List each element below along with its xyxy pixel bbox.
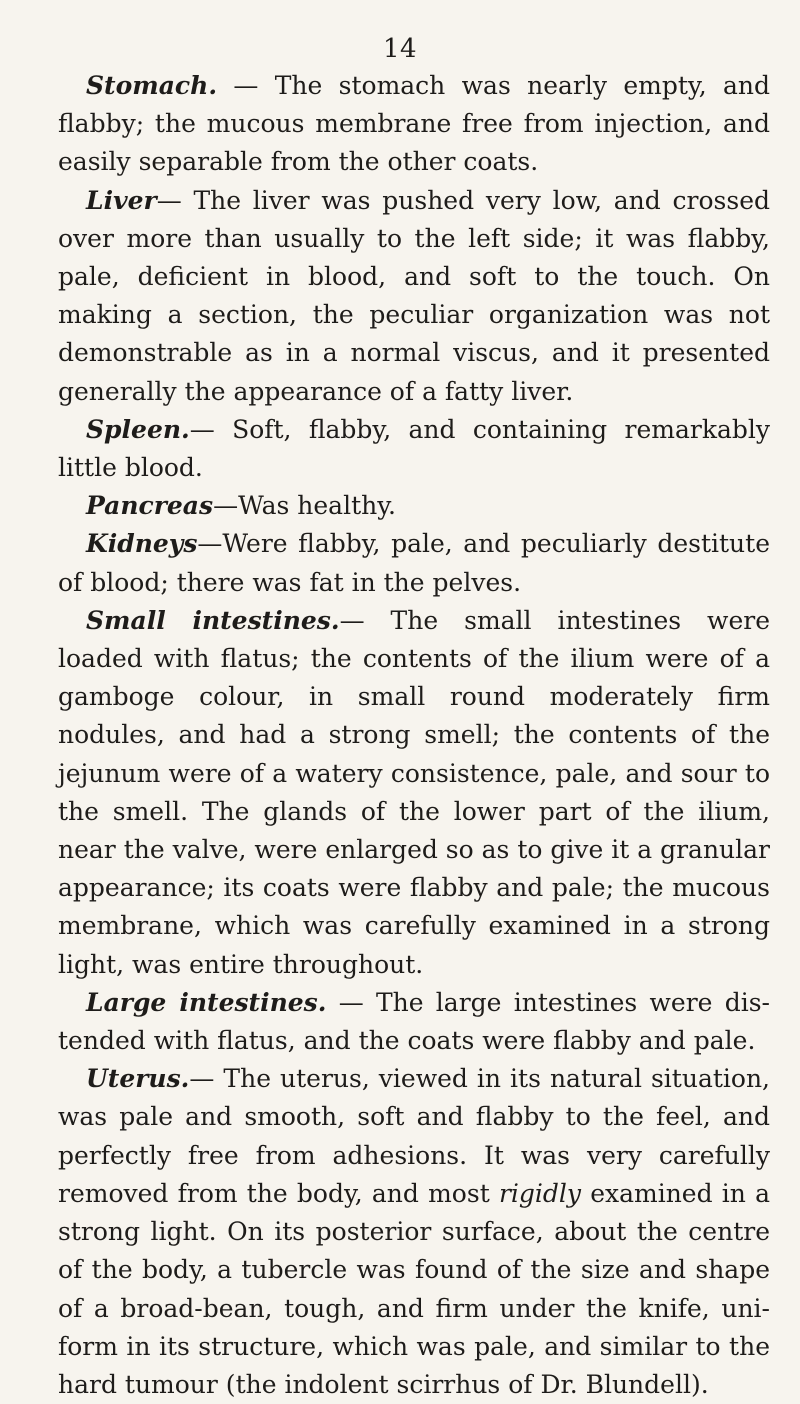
heading-spleen: Spleen. [86, 414, 190, 444]
emphasis-rigidly: rigidly [498, 1178, 582, 1208]
heading-stomach: Stomach. [86, 71, 218, 100]
heading-pancreas: Pancreas [86, 491, 214, 521]
page-number: 14 [382, 34, 418, 64]
text-uterus-continued: examined in a strong light. On its posterior surface, about the centre of the body, a tubercle was found of the size and shape of a broad-bean, tough, and firm under the knife, uniform in its structure, which was pale, and similar to the hard tumour (the indolent scirrhus of Dr. Blundell). [58, 1178, 770, 1399]
paragraph-pancreas [58, 487, 770, 525]
heading-uterus: Uterus. [86, 1064, 190, 1094]
paragraph-uterus [58, 1060, 770, 1404]
paragraph-spleen [58, 411, 770, 487]
paragraph-liver [58, 182, 770, 411]
text-kidneys: —Were flabby, pale, and peculiarly destitute of blood; there was fat in the pelves. [58, 529, 770, 597]
text-pancreas: —Was healthy. [213, 491, 396, 521]
heading-kidneys: Kidneys [86, 529, 198, 559]
text-liver: — The liver was pushed very low, and crossed over more than usually to the left side; it was flabby, pale, deficient in blood, and soft to the touch. On making a section, the peculiar organization was not demonstrable as in a normal viscus, and it presented generally the appearance of a fatty liver. [58, 185, 770, 406]
heading-liver: Liver [86, 185, 157, 215]
paragraph-small-intestines [58, 602, 770, 984]
paragraph-kidneys [58, 525, 770, 601]
heading-large-intestines: Large intestines. [86, 987, 327, 1017]
body-text [58, 67, 770, 1404]
text-small-intestines: — The small intestines were loaded with flatus; the contents of the ilium were of a gamboge colour, in small round moderately firm nodules, and had a strong smell; the contents of the jejunum were of a watery consistence, pale, and sour to the smell. The glands of the lower part of the ilium, near the valve, were enlarged so as to give it a granular appearance; its coats were flabby and pale; the mucous membrane, which was carefully examined in a strong light, was entire throughout. [58, 605, 771, 979]
text-uterus: — The uterus, viewed in its natural situation, was pale and smooth, soft and flabby to the feel, and perfectly free from adhesions. It was very carefully removed from the body, and most [58, 1064, 770, 1208]
text-large-intestines: — The large intestines were distended with flatus, and the coats were flabby and pale. [58, 987, 770, 1056]
text-spleen: — Soft, flabby, and containing remarkably little blood. [58, 414, 770, 483]
heading-small-intestines: Small intestines. [86, 605, 340, 635]
text-stomach: — The stomach was nearly empty, and flabby; the mucous membrane free from injection, and easily separable from the other coats. [58, 71, 770, 177]
paragraph-large-intestines [58, 984, 770, 1060]
paragraph-stomach [58, 67, 770, 182]
